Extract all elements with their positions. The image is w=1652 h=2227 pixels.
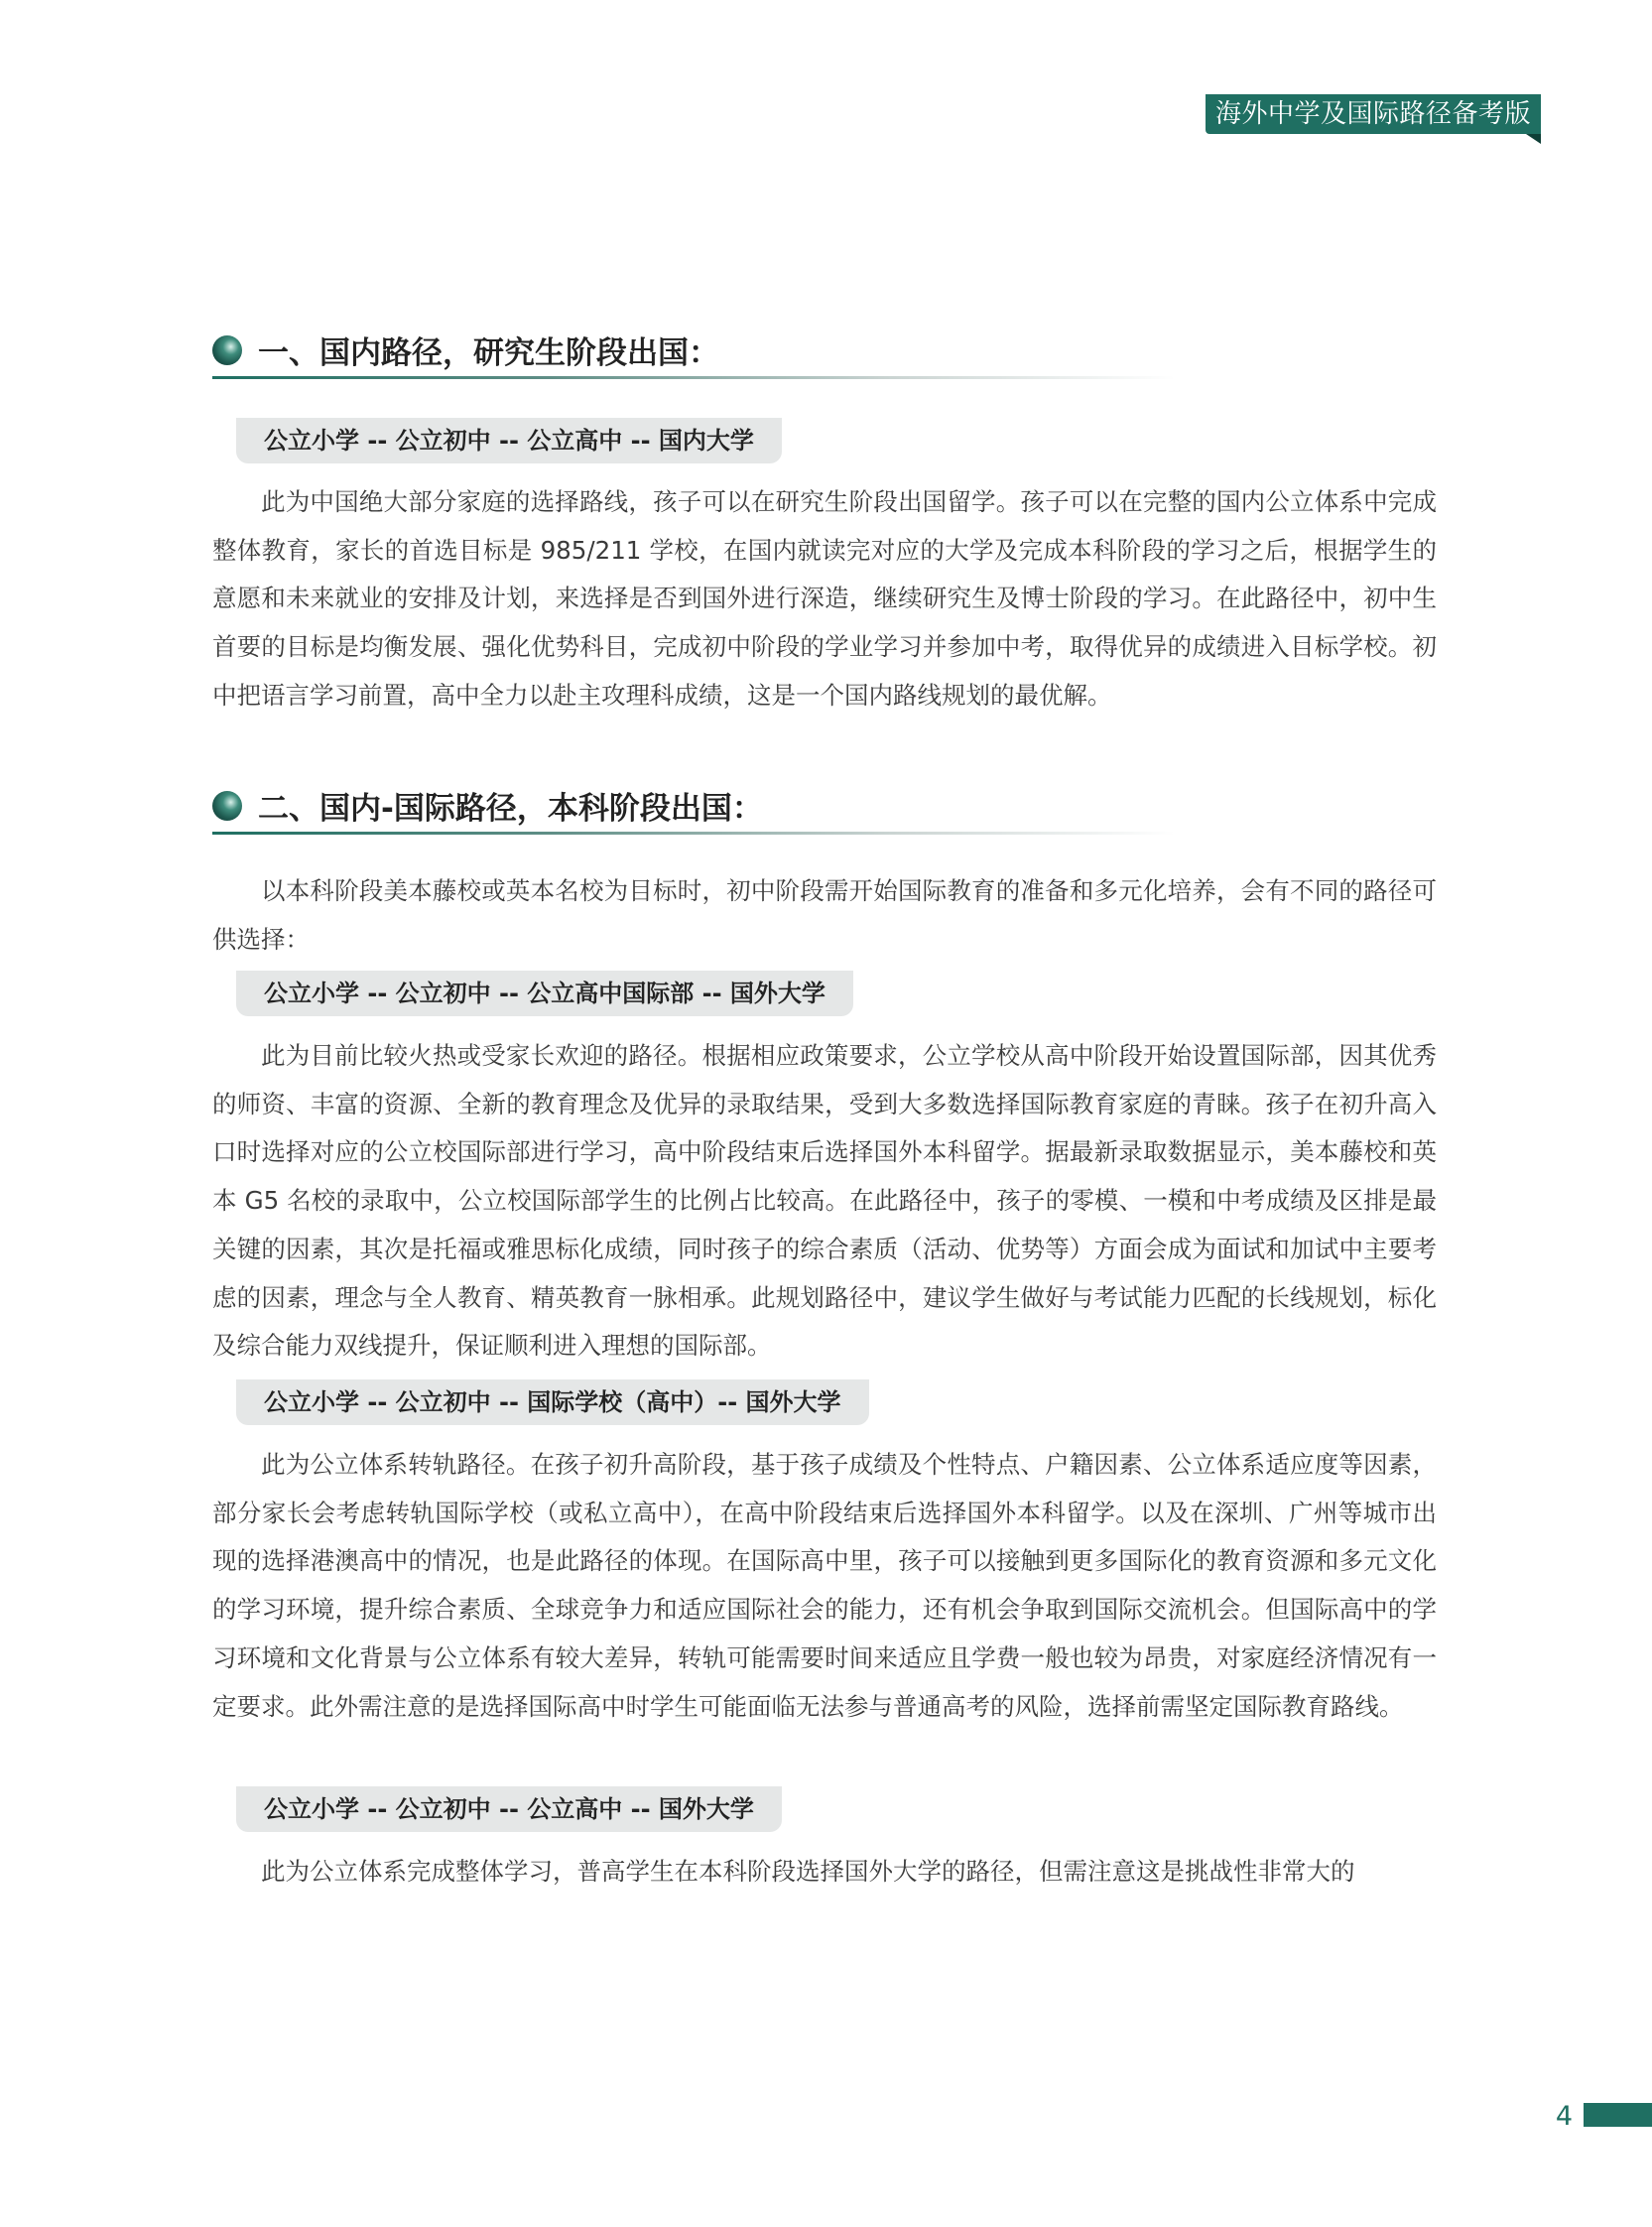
section-bullet-icon <box>212 791 242 821</box>
section-2-title: 二、国内-国际路径，本科阶段出国： <box>258 791 763 827</box>
header-tab: 海外中学及国际路径备考版 <box>1206 94 1541 134</box>
section-divider <box>212 376 1175 379</box>
section-bullet-icon <box>212 335 242 365</box>
route-3-paragraph <box>212 1848 1437 1897</box>
section-divider <box>212 832 1175 835</box>
paragraph-text: 此为中国绝大部分家庭的选择路线，孩子可以在研究生阶段出国留学。孩子可以在完整的国内公立体系中完成整体教育，家长的首选目标是 985/211 学校，在国内就读完对应的大学及完成本科阶段的学习之后，根据学生的意愿和未来就业的安排及计划，来选择是否到国外进行深造，继续研究生及博士阶段的学习。在此路径中，初中生首要的目标是均衡发展、强化优势科目，完成初中阶段的学业学习并参加中考，取得优异的成绩进入目标学校。初中把语言学习前置，高中全力以赴主攻理科成绩，这是一个国内路线规划的最优解。 <box>212 487 1437 710</box>
route-label-intl-school: 公立小学 -- 公立初中 -- 国际学校（高中）-- 国外大学 <box>236 1379 869 1425</box>
page-number: 4 <box>1555 2101 1573 2132</box>
footer-bar <box>1584 2103 1652 2127</box>
paragraph-text: 此为目前比较火热或受家长欢迎的路径。根据相应政策要求，公立学校从高中阶段开始设置国际部，因其优秀的师资、丰富的资源、全新的教育理念及优异的录取结果，受到大多数选择国际教育家庭的青睐。孩子在初升高入口时选择对应的公立校国际部进行学习，高中阶段结束后选择国外本科留学。据最新录取数据显示，美本藤校和英本 G5 名校的录取中，公立校国际部学生的比例占比较高。在此路径中，孩子的零模、一模和中考成绩及区排是最关键的因素，其次是托福或雅思标化成绩，同时孩子的综合素质（活动、优势等）方面会成为面试和加试中主要考虑的因素，理念与全人教育、精英教育一脉相承。此规划路径中，建议学生做好与考试能力匹配的长线规划，标化及综合能力双线提升，保证顺利进入理想的国际部。 <box>212 1041 1437 1361</box>
paragraph-text: 以本科阶段美本藤校或英本名校为目标时，初中阶段需开始国际教育的准备和多元化培养，会有不同的路径可供选择： <box>212 876 1437 954</box>
header-tab-fold <box>1526 134 1541 144</box>
section-2-intro <box>212 867 1437 964</box>
route-1-paragraph <box>212 1032 1437 1371</box>
route-label-domestic: 公立小学 -- 公立初中 -- 公立高中 -- 国内大学 <box>236 418 782 463</box>
section-1-heading <box>212 324 1175 379</box>
route-2-paragraph <box>212 1441 1437 1731</box>
section-2-heading <box>212 779 1175 835</box>
route-label-public-highschool-abroad: 公立小学 -- 公立初中 -- 公立高中 -- 国外大学 <box>236 1786 782 1832</box>
section-1-title: 一、国内路径，研究生阶段出国： <box>258 335 719 371</box>
paragraph-text: 此为公立体系完成整体学习，普高学生在本科阶段选择国外大学的路径，但需注意这是挑战性非常大的 <box>261 1857 1355 1886</box>
route-label-public-intl-dept: 公立小学 -- 公立初中 -- 公立高中国际部 -- 国外大学 <box>236 971 853 1016</box>
section-1-paragraph <box>212 478 1437 720</box>
paragraph-text: 此为公立体系转轨路径。在孩子初升高阶段，基于孩子成绩及个性特点、户籍因素、公立体系适应度等因素，部分家长会考虑转轨国际学校（或私立高中），在高中阶段结束后选择国外本科留学。以及在深圳、广州等城市出现的选择港澳高中的情况，也是此路径的体现。在国际高中里，孩子可以接触到更多国际化的教育资源和多元文化的学习环境，提升综合素质、全球竞争力和适应国际社会的能力，还有机会争取到国际交流机会。但国际高中的学习环境和文化背景与公立体系有较大差异，转轨可能需要时间来适应且学费一般也较为昂贵，对家庭经济情况有一定要求。此外需注意的是选择国际高中时学生可能面临无法参与普通高考的风险，选择前需坚定国际教育路线。 <box>212 1450 1437 1721</box>
